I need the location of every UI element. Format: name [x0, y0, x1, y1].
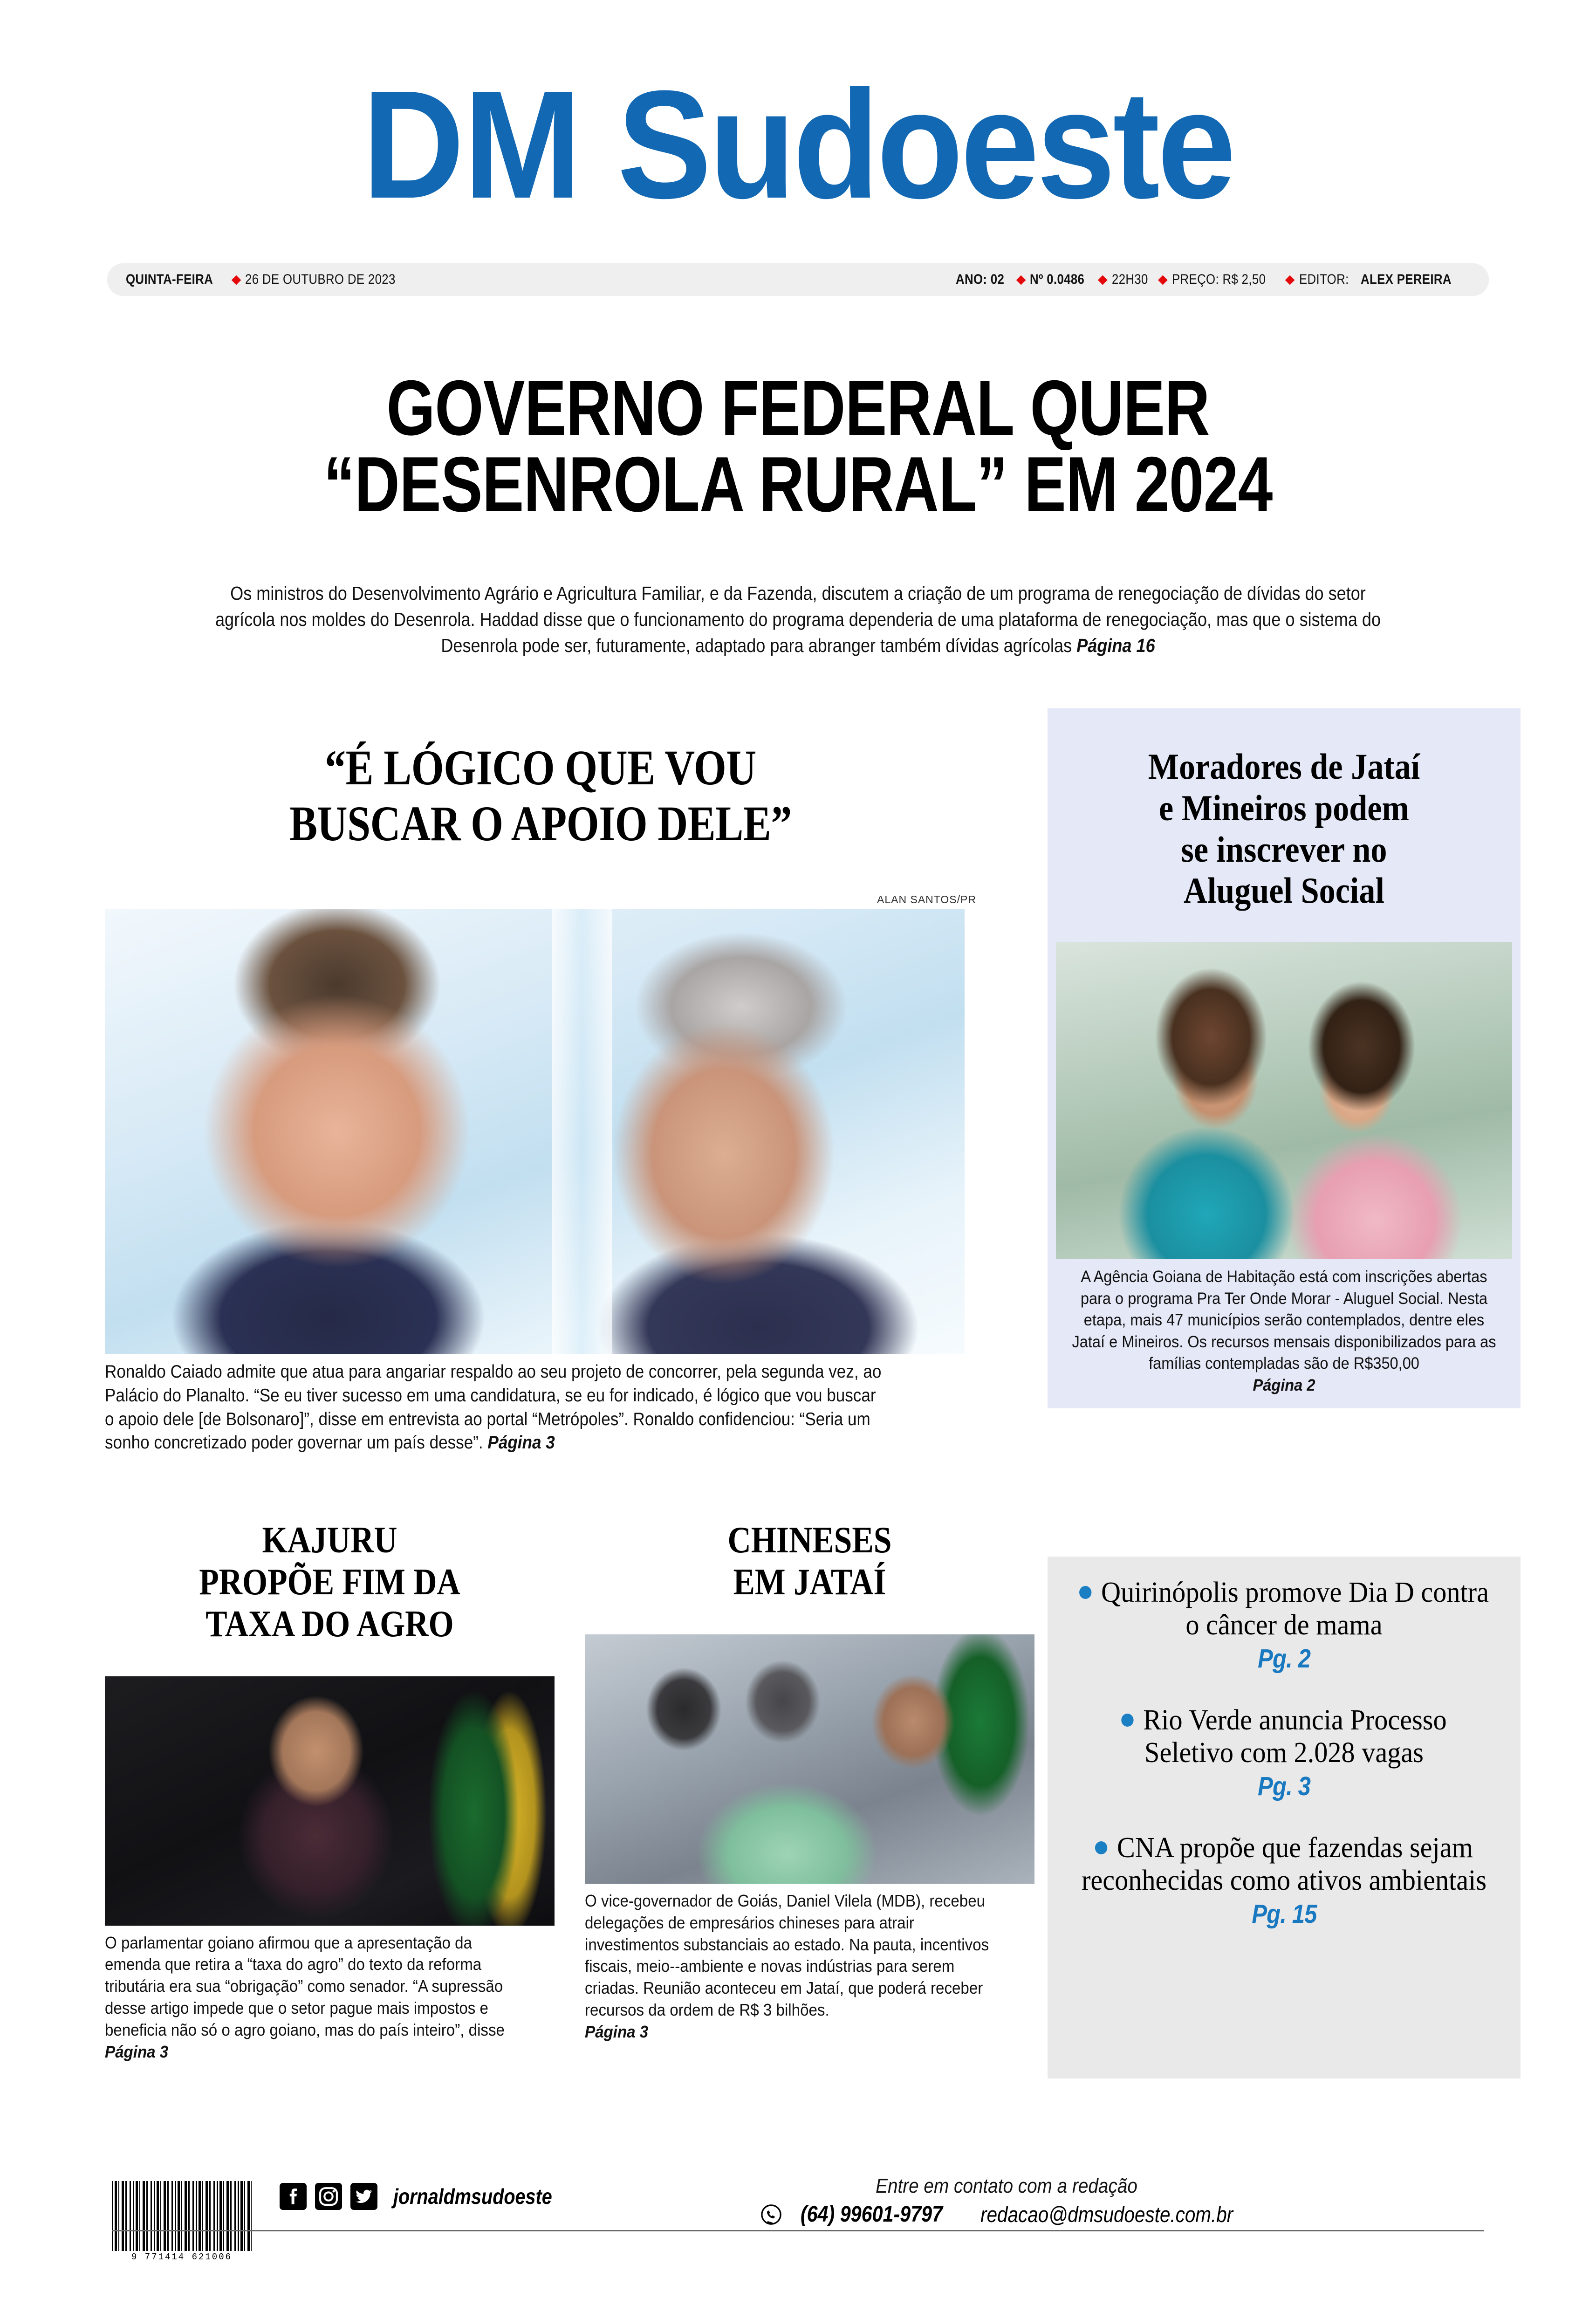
contact-block	[727, 2175, 1286, 2227]
diamond-icon: ◆	[1097, 272, 1108, 286]
main-story-headline-line-1: “É LÓGICO QUE VOU	[325, 740, 756, 796]
kajuru-headline-line-1: KAJURU	[262, 1520, 397, 1561]
diamond-icon: ◆	[1016, 272, 1026, 286]
logo-dm: DM	[362, 58, 581, 230]
issue-info-bar	[107, 263, 1489, 296]
social-links	[280, 2183, 578, 2210]
bullet-dot-icon	[1121, 1714, 1133, 1727]
side-story-body: A Agência Goiana de Habitação está com inscrições abertas para o programa Pra Ter Onde Morar - Aluguel Social. Nesta etapa, mais 47 municípios serão contemplados, dentre eles Jataí e Mineiros. Os recursos mensais disponibilizados para as famílias contempladas são de R$350,00	[1072, 1268, 1496, 1373]
issue-info-left	[126, 272, 420, 288]
instagram-icon[interactable]	[315, 2183, 342, 2210]
editor-label: EDITOR:	[1299, 272, 1349, 287]
brief-page-ref: Pg. 15	[1251, 1899, 1317, 1929]
brief-page-ref: Pg. 2	[1258, 1644, 1310, 1674]
issue-date: 26 DE OUTUBRO DE 2023	[245, 272, 396, 287]
bullet-dot-icon	[1079, 1586, 1091, 1599]
kajuru-page-ref: Página 3	[105, 2042, 169, 2061]
side-story-aluguel-social	[1048, 708, 1521, 1408]
kajuru-headline-line-2: PROPÕE FIM DA	[199, 1561, 460, 1603]
side-story-headline	[1056, 746, 1512, 912]
chineses-headline-line-2: EM JATAÍ	[733, 1561, 886, 1603]
main-lead-paragraph	[119, 580, 1477, 659]
diamond-icon: ◆	[231, 272, 241, 286]
issue-time: 22H30	[1111, 272, 1148, 287]
twitter-icon[interactable]	[350, 2183, 377, 2210]
brief-text: Rio Verde anuncia Processo Seletivo com 2.028 vagas	[1143, 1704, 1447, 1769]
issue-price: PREÇO: R$ 2,50	[1171, 272, 1266, 287]
main-story-photo	[105, 909, 965, 1354]
briefs-box	[1048, 1557, 1521, 2079]
issue-info-right	[956, 272, 1466, 288]
kajuru-photo	[105, 1676, 555, 1926]
barcode-number: 9 771414 621006	[131, 2252, 233, 2262]
main-headline	[70, 364, 1526, 528]
side-story-headline-line-3: se inscrever no	[1181, 829, 1387, 870]
kajuru-headline-line-3: TAXA DO AGRO	[205, 1603, 454, 1645]
brief-item[interactable]	[1063, 1576, 1505, 1674]
chineses-text	[585, 1890, 1034, 2043]
brief-item[interactable]	[1063, 1832, 1505, 1929]
editor-name: ALEX PEREIRA	[1361, 272, 1452, 287]
logo-sudoeste: Sudoeste	[617, 58, 1234, 230]
kajuru-text	[105, 1932, 555, 2063]
chineses-page-ref: Página 3	[585, 2022, 649, 2041]
diamond-icon: ◆	[1285, 272, 1295, 286]
weekday-label: QUINTA-FEIRA	[126, 272, 213, 287]
facebook-icon[interactable]	[280, 2183, 307, 2210]
issue-year: ANO: 02	[955, 272, 1004, 287]
chineses-headline	[585, 1520, 1034, 1603]
chineses-headline-line-1: CHINESES	[727, 1520, 892, 1561]
main-story-caption-text: Ronaldo Caiado admite que atua para angariar respaldo ao seu projeto de concorrer, pela segunda vez, ao Palácio do Planalto. “Se eu tiver sucesso em uma candidatura, se eu for indicado, é lógico que vou buscar o apoio dele [de Bolsonaro]”, disse em entrevista ao portal “Metrópoles”. Ronaldo confidenciou: “Seria um sonho concretizado poder governar um país desse”.	[105, 1362, 882, 1453]
newspaper-logo	[362, 58, 1234, 230]
side-story-headline-line-4: Aluguel Social	[1183, 870, 1385, 911]
main-lead-page-ref: Página 16	[1076, 635, 1155, 657]
barcode	[112, 2181, 252, 2251]
side-story-headline-line-1: Moradores de Jataí	[1148, 746, 1420, 787]
footer-divider	[112, 2230, 1484, 2231]
main-story-page-ref: Página 3	[487, 1433, 555, 1453]
chineses-photo	[585, 1634, 1034, 1884]
story-chineses	[585, 1489, 1034, 2043]
brief-item[interactable]	[1063, 1704, 1505, 1802]
issue-number: Nº 0.0486	[1030, 272, 1085, 287]
contact-phone[interactable]: (64) 99601-9797	[801, 2202, 943, 2227]
chineses-body: O vice-governador de Goiás, Daniel Vilela (MDB), recebeu delegações de empresários chineses para atrair investimentos substanciais ao estado. Na pauta, incentivos fiscais, meio--ambiente e novas indústrias para serem criadas. Reunião aconteceu em Jataí, que poderá receber recursos da ordem de R$ 3 bilhões.	[585, 1891, 989, 2019]
brief-text: CNA propõe que fazendas sejam reconhecidas como ativos ambientais	[1081, 1832, 1487, 1897]
story-kajuru	[105, 1489, 555, 2063]
contact-label: Entre em contato com a redação	[876, 2175, 1137, 2197]
side-story-photo	[1056, 942, 1512, 1259]
footer	[0, 2175, 1596, 2284]
whatsapp-icon	[759, 2202, 783, 2227]
contact-email[interactable]: redacao@dmsudoeste.com.br	[980, 2202, 1233, 2227]
photo-highlight	[552, 909, 612, 1354]
main-story	[105, 699, 976, 1455]
main-headline-line-1: GOVERNO FEDERAL QUER	[386, 364, 1210, 452]
brief-text: Quirinópolis promove Dia D contra o câncer de mama	[1101, 1577, 1489, 1641]
main-headline-line-2: “DESENROLA RURAL” EM 2024	[323, 440, 1273, 528]
side-story-text	[1056, 1266, 1512, 1396]
kajuru-headline	[105, 1520, 555, 1645]
social-handle[interactable]: jornaldmsudoeste	[393, 2184, 552, 2209]
side-story-page-ref: Página 2	[1253, 1376, 1315, 1394]
brief-page-ref: Pg. 3	[1258, 1771, 1310, 1802]
masthead	[0, 56, 1596, 233]
bullet-dot-icon	[1095, 1841, 1107, 1854]
main-story-headline	[105, 741, 976, 852]
main-story-headline-line-2: BUSCAR O APOIO DELE”	[289, 796, 792, 851]
side-story-headline-line-2: e Mineiros podem	[1159, 787, 1409, 828]
diamond-icon: ◆	[1158, 272, 1168, 286]
photo-credit: ALAN SANTOS/PR	[877, 893, 976, 906]
main-lead-text: Os ministros do Desenvolvimento Agrário e Agricultura Familiar, e da Fazenda, discutem a criação de um programa de renegociação de dívidas do setor agrícola nos moldes do Desenrola. Haddad disse que o funcionamento do programa dependeria de uma plataforma de renegociação, mas que o sistema do Desenrola pode ser, futuramente, adaptado para abranger também dívidas agrícolas	[215, 583, 1381, 657]
main-story-caption	[105, 1360, 976, 1455]
kajuru-body: O parlamentar goiano afirmou que a apresentação da emenda que retira a “taxa do agro” do texto da reforma tributária era sua “obrigação” como senador. “A supressão desse artigo impede que o setor pague mais impostos e beneficia não só o agro goiano, mas do país inteiro”, disse	[105, 1933, 505, 2039]
